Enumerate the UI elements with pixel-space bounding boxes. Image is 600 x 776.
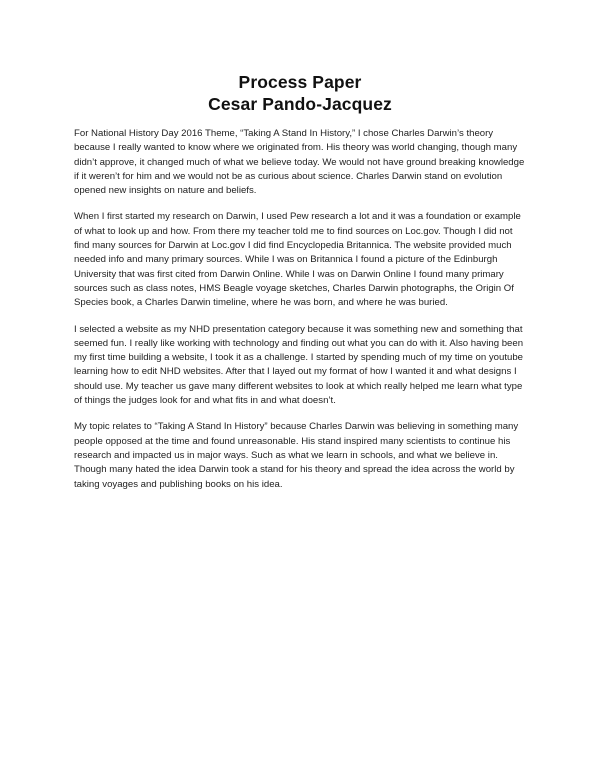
paragraph-intro: For National History Day 2016 Theme, “Taking A Stand In History,” I chose Charles Darwin’s theory because I really wanted to know where we originated from. His theory was world changing, though many didn’t approve, it changed much of what we believe today. We would not have ground breaking knowledge if it weren’t for him and we would not be as curious about science. Charles Darwin stand on evolution opened new insights on nature and beliefs. [74, 128, 525, 197]
paragraph-category: I selected a website as my NHD presentation category because it was something new and something that seemed fun. I really like working with technology and finding out what you can do with it. Also having been my first time building a website, I took it as a challenge. I started by spending much of my time on youtube learning how to edit NHD websites. After that I layed out my format of how I wanted it and what designs I should use. My teacher us gave many different websites to look at which really helped me learn what type of things the judges look for and what fits in and what doesn’t. [74, 323, 524, 407]
paragraph-research: When I first started my research on Darwin, I used Pew research a lot and it was a foundation or example of what to look up and how. From there my teacher told me to find sources on Loc.gov. Though I did not find many sources for Darwin at Loc.gov I did find Encyclopedia Britannica. The website provided much needed info and many primary sources. While I was on Britannica I found a picture of the Edinburgh University that was first cited from Darwin Online. While I was on Darwin Online I found many primary sources such as class notes, HMS Beagle voyage sketches, Charles Darwin photographs, the Origin Of Species book, a Charles Darwin timeline, where he was born, and where he was buried. [74, 211, 521, 309]
paragraph-theme: My topic relates to “Taking A Stand In History” because Charles Darwin was believing in something many people opposed at the time and found unreasonable. His stand inspired many scientists to continue his research and impacted us in major ways. Such as what we learn in schools, and what we believe in. Though many hated the idea Darwin took a stand for his theory and spread the idea across the world by taking voyages and publishing books on his idea. [74, 421, 519, 490]
document-title: Process Paper [238, 72, 362, 92]
body-text [74, 127, 528, 504]
title-block [0, 71, 600, 115]
author-name: Cesar Pando-Jacquez [208, 94, 392, 114]
